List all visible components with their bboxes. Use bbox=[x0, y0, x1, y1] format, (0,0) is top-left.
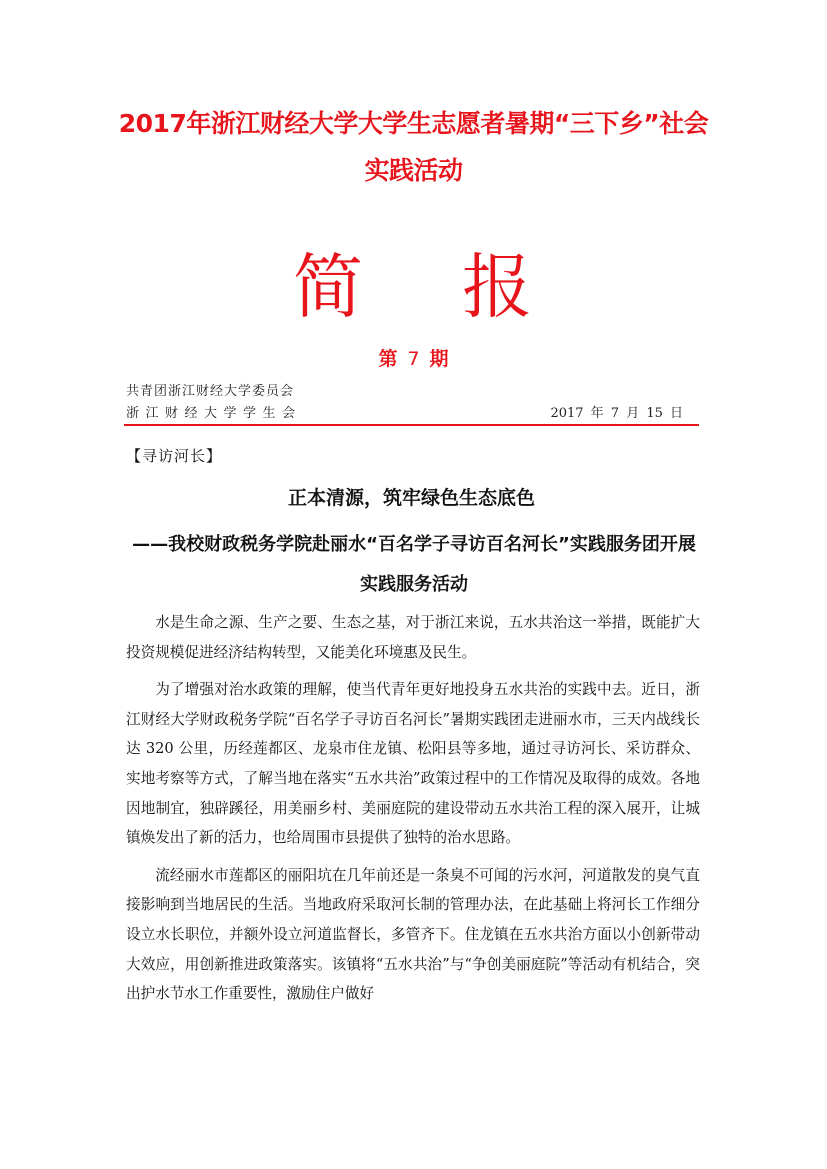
issue-number: 7 bbox=[407, 348, 420, 370]
org-line-1: 共青团浙江财经大学委员会 bbox=[126, 384, 295, 399]
issue-suffix: 期 bbox=[429, 348, 449, 370]
issue-prefix: 第 bbox=[378, 348, 398, 370]
issue-date: 2017 年 7 月 15 日 bbox=[550, 406, 683, 421]
header-divider bbox=[124, 424, 699, 426]
bulletin-title bbox=[0, 242, 827, 332]
paragraph: 水是生命之源、生产之要、生态之基，对于浙江来说，五水共治这一举措，既能扩大投资规模促进经济结构转型，又能美化环境惠及民生。 bbox=[126, 614, 700, 661]
issue-line bbox=[0, 346, 827, 372]
article-headline: 正本清源，筑牢绿色生态底色 bbox=[287, 487, 535, 509]
event-title: 2017年浙江财经大学大学生志愿者暑期“三下乡”社会实践活动 bbox=[118, 109, 709, 185]
section-tag: 【寻访河长】 bbox=[126, 447, 223, 465]
bulletin-title-char-1: 简 bbox=[293, 246, 363, 328]
org-line-2: 浙江财经大学学生会 bbox=[126, 406, 302, 421]
paragraph: 流经丽水市莲都区的丽阳坑在几年前还是一条臭不可闻的污水河，河道散发的臭气直接影响到当地居民的生活。当地政府采取河长制的管理办法，在此基础上将河长工作细分设立水长职位，并额外设立河道监督长，多管齐下。住龙镇在五水共治方面以小创新带动大效应，用创新推进政策落实。该镇将“五水共治”与“争创美丽庭院”等活动有机结合，突出护水节水工作重要性，激励住户做好 bbox=[126, 866, 700, 1003]
article-subheadline: ——我校财政税务学院赴丽水“百名学子寻访百名河长”实践服务团开展实践服务活动 bbox=[132, 534, 696, 595]
article-body bbox=[126, 608, 700, 1009]
paragraph: 为了增强对治水政策的理解，使当代青年更好地投身五水共治的实践中去。近日，浙江财经大学财政税务学院“百名学子寻访百名河长”暑期实践团走进丽水市，三天内战线长达 320 公里，历经莲都区、龙泉市住龙镇、松阳县等多地，通过寻访河长、采访群众、实地考察等方式，了解当地在落实“五水共治”政策过程中的工作情况及取得的成效。各地因地制宜，独辟蹊径，用美丽乡村、美丽庭院的建设带动五水共治工程的深入展开，让城镇焕发出了新的活力，也给周围市县提供了独特的治水思路。 bbox=[126, 681, 700, 847]
bulletin-title-char-2: 报 bbox=[462, 246, 532, 328]
